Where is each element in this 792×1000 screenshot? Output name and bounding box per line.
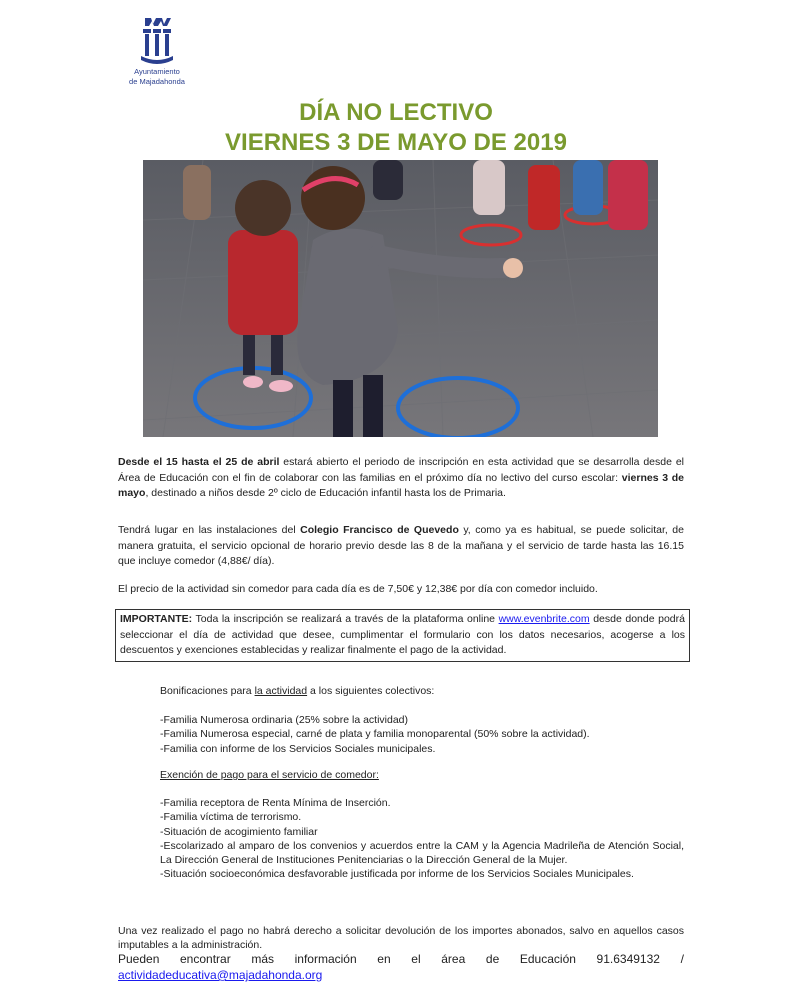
location-text-2: y, como ya es habitual, se puede solicitar, de manera gratuita, el servicio opcional de horario previo desde las 8 de la mañana y el servicio de tarde hasta las 16.15 que incluye comedor (4,88€/ día). xyxy=(118,524,684,567)
majadahonda-crest-icon xyxy=(137,14,177,66)
important-text-2: desde donde podrá seleccionar el día de actividad que desee, cumplimentar el formulario con los datos necesarios, acogerse a los descuentos y exenciones establecidas y realizar finalmente el pago de la actividad. xyxy=(120,613,685,656)
photo-illustration xyxy=(143,160,658,437)
contact-word: información xyxy=(294,952,357,966)
exencion-list xyxy=(160,796,684,882)
contact-word: área xyxy=(441,952,466,966)
school-name-bold: Colegio Francisco de Quevedo xyxy=(300,524,459,536)
location-text-1: Tendrá lugar en las instalaciones del xyxy=(118,524,301,536)
logo-line-1: Ayuntamiento xyxy=(134,67,180,76)
exencion-heading: Exención de pago para el servicio de comedor: xyxy=(160,769,379,781)
logo-line-2: de Majadahonda xyxy=(129,77,185,86)
list-item: -Familia víctima de terrorismo. xyxy=(160,811,302,824)
intro-text-1: estará abierto el periodo de inscripción en esta actividad que se desarrolla desde el Área de Educación con el fin de colaborar con las familias en el próximo día no lectivo del curso escolar: xyxy=(118,456,684,484)
important-label: IMPORTANTE: xyxy=(120,613,193,625)
contact-word: encontrar xyxy=(180,952,231,966)
list-item: -Familia Numerosa ordinaria (25% sobre la actividad) xyxy=(160,714,409,726)
list-item: -Familia Numerosa especial, carné de plata y familia monoparental (50% sobre la actividad). xyxy=(160,728,590,741)
contact-word: en xyxy=(377,952,391,966)
bonif-intro-underlined: la actividad xyxy=(254,685,308,697)
dates-bold: Desde el 15 hasta el 25 de abril xyxy=(118,456,280,468)
contact-word: el xyxy=(411,952,421,966)
list-item: -Familia con informe de los Servicios Sociales municipales. xyxy=(160,742,436,755)
price-paragraph: El precio de la actividad sin comedor para cada día es de 7,50€ y 12,38€ por día con comedor incluido. xyxy=(118,583,598,595)
bonificaciones-intro xyxy=(160,684,684,698)
phone-number: 91.6349132 xyxy=(596,952,660,966)
page-title-line-1: DÍA NO LECTIVO xyxy=(299,99,493,126)
contact-info xyxy=(118,951,684,983)
contact-row xyxy=(118,951,684,967)
contact-word: más xyxy=(251,952,274,966)
list-item: -Situación de acogimiento familiar xyxy=(160,825,318,838)
intro-text-2: , destinado a niños desde 2º ciclo de Educación infantil hasta los de Primaria. xyxy=(145,487,506,499)
bonificaciones-list xyxy=(160,713,684,756)
municipal-logo xyxy=(118,14,196,94)
list-item: -Situación socioeconómica desfavorable justificada por informe de los Servicios Sociales Municipales. xyxy=(160,868,634,881)
refund-paragraph: Una vez realizado el pago no habrá derecho a solicitar devolución de los importes abonados, salvo en aquellos casos imputables a la administración. xyxy=(118,925,684,951)
children-playing-photo xyxy=(143,160,658,437)
contact-word: de xyxy=(485,952,500,966)
day-bold: viernes 3 de mayo xyxy=(118,471,685,499)
list-item: -Escolarizado al amparo de los convenios y acuerdos entre la CAM y la Agencia Madrileña de Atención Social, La Dirección General de Instituciones Penitenciarias o la Dirección General de la Mujer. xyxy=(160,839,684,867)
page-title-line-2: VIERNES 3 DE MAYO DE 2019 xyxy=(225,129,567,156)
bonif-intro-2: a los siguientes colectivos: xyxy=(307,685,435,697)
location-paragraph xyxy=(118,523,684,570)
contact-word: Educación xyxy=(519,952,576,966)
list-item: -Familia receptora de Renta Mínima de Inserción. xyxy=(160,797,391,809)
important-text-1: Toda la inscripción se realizará a través de la plataforma online xyxy=(192,613,499,625)
evenbrite-link[interactable]: www.evenbrite.com xyxy=(498,613,590,625)
contact-word: / xyxy=(680,952,684,966)
important-notice-box xyxy=(115,609,690,662)
intro-paragraph xyxy=(118,455,684,502)
bonif-intro-1: Bonificaciones para xyxy=(160,685,255,697)
contact-word: Pueden xyxy=(118,952,160,966)
email-link[interactable]: actividadeducativa@majadahonda.org xyxy=(118,968,323,982)
